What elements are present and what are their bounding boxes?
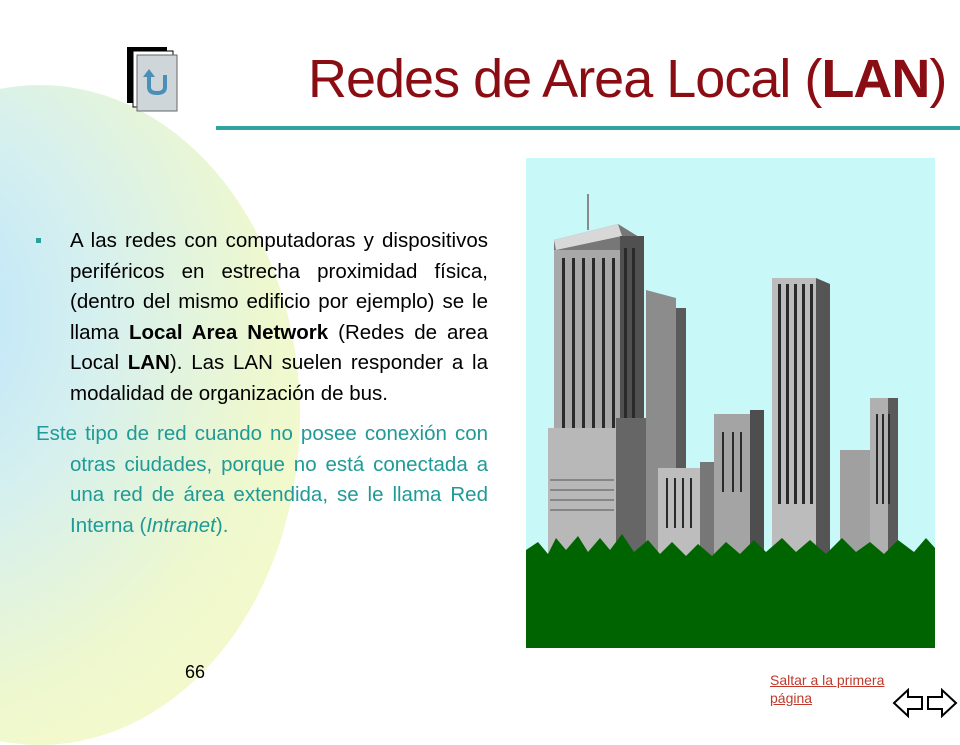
slide-number: 66 bbox=[185, 662, 206, 682]
next-arrow-icon[interactable] bbox=[928, 690, 956, 716]
title-underline bbox=[216, 126, 960, 130]
slide-navigation-arrows bbox=[892, 688, 958, 718]
previous-arrow-icon[interactable] bbox=[894, 690, 922, 716]
body-text bbox=[36, 226, 488, 541]
slide-title: Redes de Area Local (LAN) bbox=[308, 49, 947, 109]
intranet-paragraph: Este tipo de red cuando no posee conexión con otras ciudades, porque no está conectada a una red de área extendida, se le llama Red Interna (Intranet). bbox=[36, 422, 488, 537]
bullet-marker bbox=[36, 238, 41, 243]
bullet-paragraph: A las redes con computadoras y dispositivos periféricos en estrecha proximidad física, (dentro del mismo edificio por ejemplo) se le llama Local Area Network (Redes de area Local LAN). Las LAN suelen responder a la modalidad de organización de bus. bbox=[36, 226, 488, 409]
jump-to-first-slide-link[interactable]: Saltar a la primera página bbox=[770, 672, 885, 706]
city-skyline-clipart bbox=[526, 158, 935, 648]
back-arrow-icon[interactable] bbox=[127, 47, 181, 113]
